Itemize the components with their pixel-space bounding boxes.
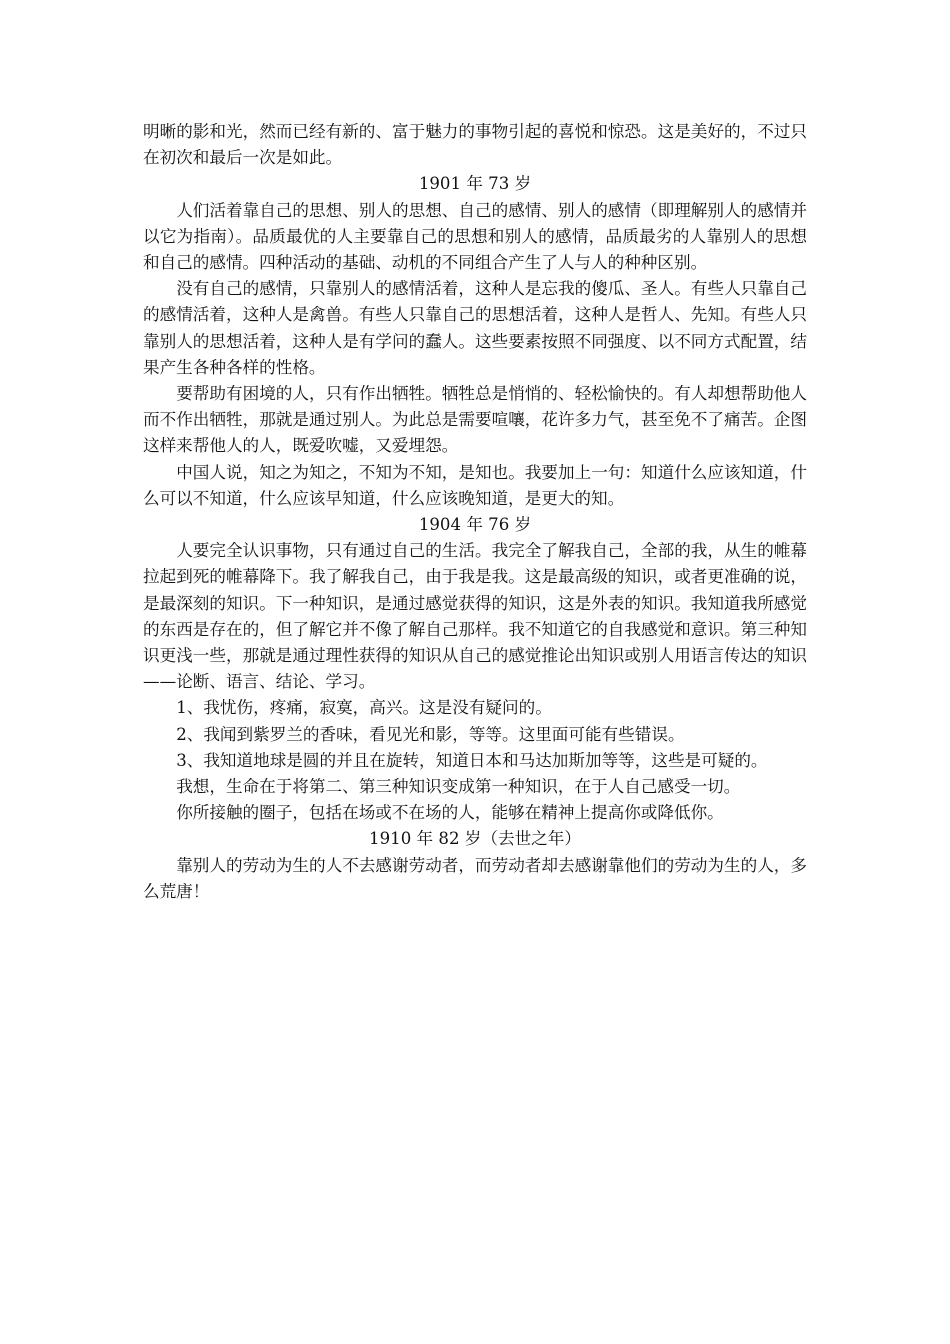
year-heading-1904: 1904 年 76 岁 xyxy=(418,515,532,535)
year-heading-1901: 1901 年 73 岁 xyxy=(418,174,532,194)
list-item: 3、我知道地球是圆的并且在旋转，知道日本和马达加斯加等等，这些是可疑的。 xyxy=(176,750,768,770)
list-item: 1、我忧伤，疼痛，寂寞，高兴。这是没有疑问的。 xyxy=(176,698,552,718)
year-heading-1910: 1910 年 82 岁（去世之年） xyxy=(369,829,581,849)
document-page xyxy=(143,119,807,905)
paragraph: 人们活着靠自己的思想、别人的思想、自己的感情、别人的感情（即理解别人的感情并以它为指南）。品质最优的人主要靠自己的思想和别人的感情，品质最劣的人靠别人的思想和自己的感情。四种活动的基础、动机的不同组合产生了人与人的种种区别。 xyxy=(143,200,807,273)
paragraph: 靠别人的劳动为生的人不去感谢劳动者，而劳动者却去感谢靠他们的劳动为生的人，多么荒唐！ xyxy=(143,855,807,901)
paragraph: 你所接触的圈子，包括在场或不在场的人，能够在精神上提高你或降低你。 xyxy=(176,803,724,823)
paragraph: 明晰的影和光，然而已经有新的、富于魅力的事物引起的喜悦和惊恐。这是美好的，不过只在初次和最后一次是如此。 xyxy=(143,122,807,168)
paragraph: 中国人说，知之为知之，不知为不知，是知也。我要加上一句：知道什么应该知道，什么可以不知道，什么应该早知道，什么应该晚知道，是更大的知。 xyxy=(143,462,807,508)
paragraph: 要帮助有困境的人，只有作出牺牲。牺牲总是悄悄的、轻松愉快的。有人却想帮助他人而不作出牺牲，那就是通过别人。为此总是需要喧嚷，花许多力气，甚至免不了痛苦。企图这样来帮他人的人，既爱吹嘘，又爱埋怨。 xyxy=(143,384,807,456)
paragraph: 没有自己的感情，只靠别人的感情活着，这种人是忘我的傻瓜、圣人。有些人只靠自己的感情活着，这种人是禽兽。有些人只靠自己的思想活着，这种人是哲人、先知。有些人只靠别人的思想活着，这种人是有学问的蠢人。这些要素按照不同强度、以不同方式配置，结果产生各种各样的性格。 xyxy=(143,279,807,377)
paragraph: 人要完全认识事物，只有通过自己的生活。我完全了解我自己，全部的我，从生的帷幕拉起到死的帷幕降下。我了解我自己，由于我是我。这是最高级的知识，或者更准确的说，是最深刻的知识。下一种知识，是通过感觉获得的知识，这是外表的知识。我知道我所感觉的东西是存在的，但了解它并不像了解自己那样。我不知道它的自我感觉和意识。第三种知识更浅一些，那就是通过理性获得的知识从自己的感觉推论出知识或别人用语言传达的知识——论断、语言、结论、学习。 xyxy=(143,541,807,692)
list-item: 2、我闻到紫罗兰的香味，看见光和影，等等。这里面可能有些错误。 xyxy=(176,724,685,744)
paragraph: 我想，生命在于将第二、第三种知识变成第一种知识，在于人自己感受一切。 xyxy=(176,777,741,797)
